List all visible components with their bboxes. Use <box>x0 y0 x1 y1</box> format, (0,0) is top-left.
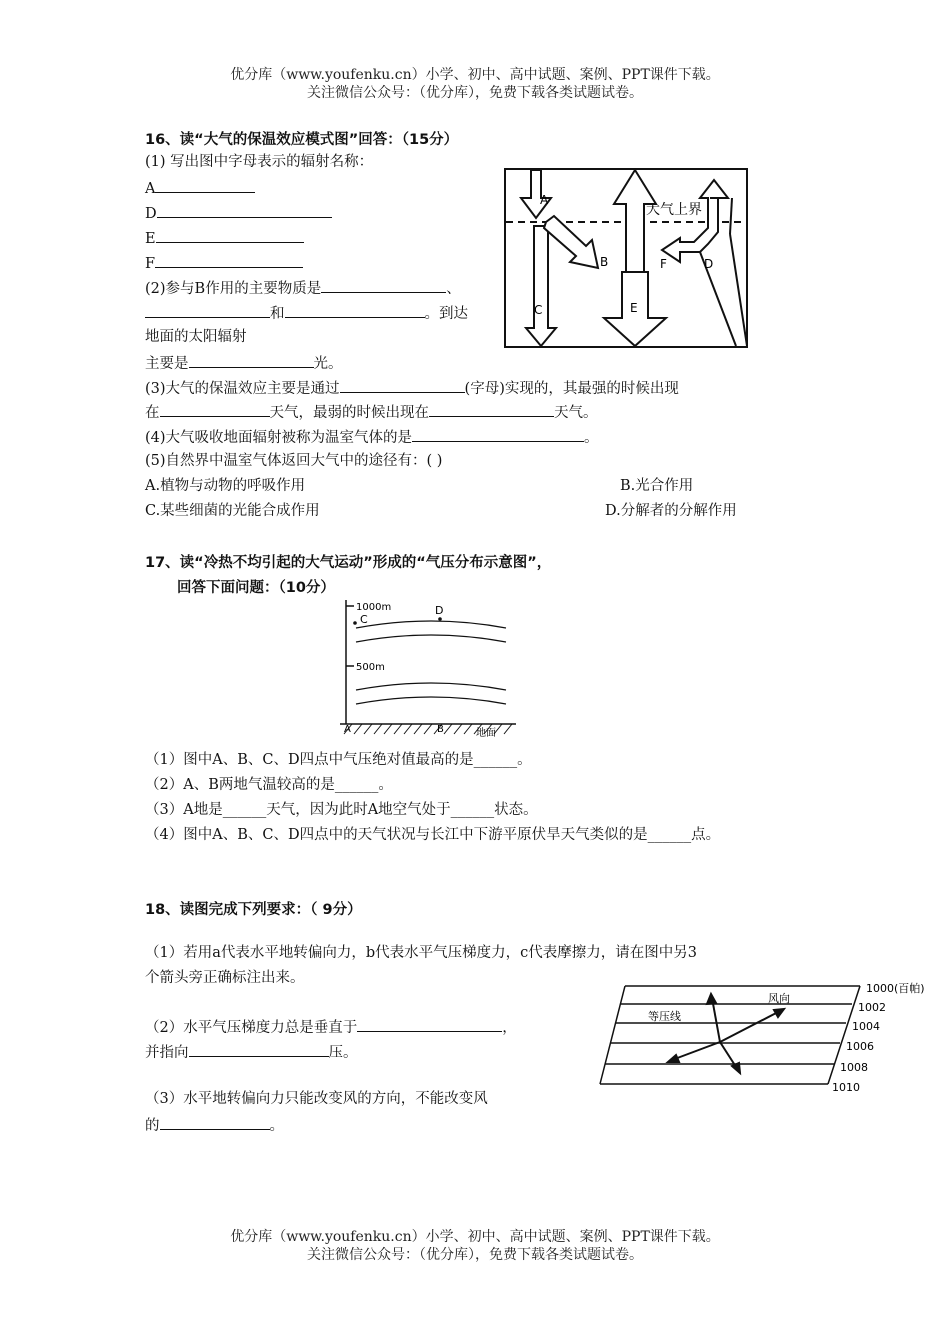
q16-part5: (5)自然界中温室气体返回大气中的途径有：( ) <box>145 453 443 469</box>
q16-p4-text-b: 。 <box>584 430 599 446</box>
label-1002: 1002 <box>858 1001 886 1014</box>
label-1008: 1008 <box>840 1061 868 1074</box>
q16-blank-d-field[interactable] <box>157 202 332 218</box>
q16-p2-text-c: 和 <box>270 306 285 322</box>
atmosphere-top-label: 大气上界 <box>646 202 702 218</box>
label-point-c: C <box>360 613 368 626</box>
q16-p2-blank-4[interactable] <box>189 352 314 368</box>
ground-slope-line-1 <box>730 198 732 234</box>
header-line-2: 关注微信公众号：（优分库），免费下载各类试题试卷。 <box>307 85 643 101</box>
plane-left-edge <box>600 986 625 1084</box>
q16-p2-text-b: 、 <box>446 281 461 297</box>
q16-part4 <box>145 426 599 448</box>
label-1000m: 1000m <box>356 602 392 613</box>
q16-blank-e-field[interactable] <box>156 227 304 243</box>
label-1006: 1006 <box>846 1040 874 1053</box>
q16-part2-line2 <box>145 302 468 324</box>
q16-p2-text-g: 光。 <box>313 356 343 372</box>
arrow-b <box>544 216 598 268</box>
q16-part1: (1) 写出图中字母表示的辐射名称： <box>145 154 374 170</box>
arrow-up-head <box>707 994 716 1004</box>
q16-p4-text-a: (4)大气吸收地面辐射被称为温室气体的是 <box>145 430 413 446</box>
q16-p3-text-b: (字母)实现的，其最强的时候出现 <box>464 381 679 397</box>
q18-p2-blank-2[interactable] <box>189 1041 329 1057</box>
label-500m: 500m <box>356 662 385 673</box>
ground-slope-line-2 <box>730 234 747 346</box>
q16-blank-a-field[interactable] <box>155 177 255 193</box>
isobar-upper-1 <box>356 621 506 628</box>
label-point-b: B <box>437 724 444 735</box>
q17-part4: （4）图中A、B、C、D四点中的天气状况与长江中下游平原伏旱天气类似的是______点。 <box>145 827 721 843</box>
q17-title-2: 回答下面问题：（10分） <box>177 580 335 596</box>
q16-p3-blank-2[interactable] <box>160 401 270 417</box>
q17-title-1: 17、读“冷热不均引起的大气运动”形成的“气压分布示意图”， <box>145 555 552 571</box>
q18-p2-text-b: ， <box>502 1020 517 1036</box>
label-b: B <box>600 255 609 269</box>
q16-p2-blank-1[interactable] <box>321 277 446 293</box>
q16-blank-f <box>145 252 303 274</box>
arrow-wind-head <box>774 1009 784 1017</box>
q16-letter-d: D <box>145 206 157 222</box>
footer-line-1: 优分库（www.youfenku.cn）小学、初中、高中试题、案例、PPT课件下载。 <box>230 1229 720 1245</box>
isobar-lower-1 <box>356 683 506 690</box>
label-isobar: 等压线 <box>648 1010 681 1023</box>
arrow-d <box>662 180 728 262</box>
header-line-1: 优分库（www.youfenku.cn）小学、初中、高中试题、案例、PPT课件下载。 <box>230 67 720 83</box>
q18-p3-text-b: 的 <box>145 1118 160 1134</box>
q16-blank-e <box>145 227 304 249</box>
arrow-down-head <box>732 1063 740 1073</box>
pressure-distribution-diagram <box>336 598 518 744</box>
q16-option-b: B.光合作用 <box>620 478 694 494</box>
label-f: F <box>660 257 667 271</box>
q16-p4-blank[interactable] <box>412 426 584 442</box>
footer-line-2: 关注微信公众号：（优分库），免费下载各类试题试卷。 <box>307 1247 643 1263</box>
arrow-wind <box>720 1010 782 1042</box>
q16-p3-text-e: 天气。 <box>554 405 598 421</box>
point-d <box>438 617 442 621</box>
label-wind-direction: 风向 <box>768 992 790 1005</box>
label-point-d: D <box>435 604 444 617</box>
q16-option-d: D.分解者的分解作用 <box>605 503 737 519</box>
q18-part3-line2 <box>145 1114 284 1136</box>
q16-p2-text-a: (2)参与B作用的主要物质是 <box>145 281 322 297</box>
arrow-c <box>526 226 556 346</box>
q17-part3: （3）A地是______天气，因为此时A地空气处于______状态。 <box>145 802 538 818</box>
q16-part2-line1 <box>145 277 461 299</box>
q18-part2-line2 <box>145 1041 358 1063</box>
q18-p2-text-c: 并指向 <box>145 1045 189 1061</box>
q16-letter-a: A <box>145 181 156 197</box>
label-a: A <box>540 193 549 207</box>
label-ground: 地面 <box>476 728 496 739</box>
q16-part2-line3: 地面的太阳辐射 <box>145 329 247 345</box>
q17-part2: （2）A、B两地气温较高的是______。 <box>145 777 393 793</box>
arrow-left-head <box>668 1055 679 1062</box>
q18-p3-blank[interactable] <box>160 1114 270 1130</box>
q16-part3-line2 <box>145 401 598 423</box>
wind-force-diagram <box>590 978 940 1098</box>
q16-p3-text-c: 在 <box>145 405 160 421</box>
arrow-left <box>672 1042 720 1060</box>
q16-p2-blank-2[interactable] <box>145 302 270 318</box>
q18-p2-blank-1[interactable] <box>357 1016 502 1032</box>
q16-p2-text-f: 主要是 <box>145 356 189 372</box>
q16-letter-f: F <box>145 256 156 272</box>
q16-option-c: C.某些细菌的光能合成作用 <box>145 503 320 519</box>
q16-title: 16、读“大气的保温效应模式图”回答：（15分） <box>145 132 459 148</box>
q18-part3-line1: （3）水平地转偏向力只能改变风的方向，不能改变风 <box>145 1091 488 1107</box>
isobar-lower-2 <box>356 697 506 704</box>
q16-p3-blank-1[interactable] <box>340 377 465 393</box>
q18-title: 18、读图完成下列要求：（ 9分） <box>145 902 362 918</box>
q16-letter-e: E <box>145 231 156 247</box>
label-1004: 1004 <box>852 1020 880 1033</box>
q16-part3-line1 <box>145 377 679 399</box>
label-c: C <box>534 303 543 317</box>
q16-blank-a <box>145 177 255 199</box>
q18-part1-line1: （1）若用a代表水平地转偏向力，b代表水平气压梯度力，c代表摩擦力，请在图中另3 <box>145 945 697 961</box>
page-header <box>0 66 950 102</box>
q18-p3-text-c: 。 <box>269 1118 284 1134</box>
q18-part1-line2: 个箭头旁正确标注出来。 <box>145 970 305 986</box>
q16-option-a: A.植物与动物的呼吸作用 <box>145 478 306 494</box>
q16-blank-f-field[interactable] <box>155 252 303 268</box>
q16-p2-text-d: 。到达 <box>424 306 468 322</box>
q16-p2-blank-3[interactable] <box>285 302 425 318</box>
label-1000: 1000(百帕) <box>866 982 925 995</box>
q18-p2-text-a: （2）水平气压梯度力总是垂直于 <box>145 1020 358 1036</box>
q16-p3-text-a: (3)大气的保温效应主要是通过 <box>145 381 340 397</box>
label-1010: 1010 <box>832 1081 860 1094</box>
point-c <box>353 621 357 625</box>
q16-p3-text-d: 天气，最弱的时候出现在 <box>269 405 429 421</box>
label-e: E <box>630 301 638 315</box>
q16-p3-blank-3[interactable] <box>429 401 554 417</box>
page-footer <box>0 1228 950 1264</box>
q18-p2-text-d: 压。 <box>328 1045 358 1061</box>
label-point-a: A <box>344 724 351 735</box>
isobar-upper-2 <box>356 635 506 642</box>
label-d: D <box>704 257 714 271</box>
q16-blank-d <box>145 202 332 224</box>
q17-part1: （1）图中A、B、C、D四点中气压绝对值最高的是______。 <box>145 752 532 768</box>
q16-part2-line4 <box>145 352 343 374</box>
q18-part2-line1 <box>145 1016 517 1038</box>
greenhouse-effect-diagram <box>504 168 750 350</box>
